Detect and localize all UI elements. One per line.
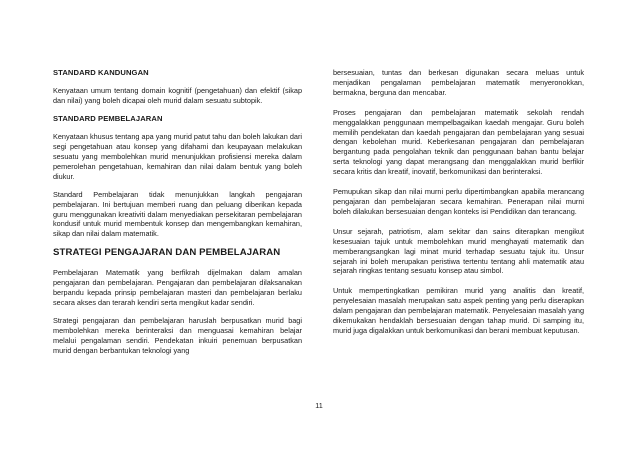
paragraph: Kenyataan khusus tentang apa yang murid patut tahu dan boleh lakukan dari segi pengetahuan atau konsep yang difahami dan keupayaan melakukan sesuatu yang membolehkan murid menunjukkan profisiensi mereka dalam pemerolehan pengetahuan, kemahiran dan nilai dalam bentuk yang boleh diukur. [53,132,302,181]
paragraph: bersesuaian, tuntas dan berkesan digunakan secara meluas untuk menjadikan pengalaman pembelajaran matematik menyeronokkan, bermakna, berguna dan mencabar. [333,68,584,97]
heading-standard-kandungan: STANDARD KANDUNGAN [53,68,149,77]
page-number: 11 [315,401,323,410]
right-column [333,68,584,346]
paragraph: Pemupukan sikap dan nilai murni perlu dipertimbangkan apabila merancang pengajaran dan pembelajaran secara kemahiran. Penerapan nilai murni boleh dilakukan bersesuaian dengan konteks isi Pendidikan dan terancang. [333,187,584,216]
heading-strategi-pengajaran: STRATEGI PENGAJARAN DAN PEMBELAJARAN [53,247,281,259]
paragraph: Unsur sejarah, patriotism, alam sekitar dan sains diterapkan mengikut kesesuaian tajuk untuk membolehkan murid menghayati matematik dan memberangsangkan lagi minat murid terhadap sesuatu tajuk itu. Unsur sejarah ini boleh merupakan peristiwa tertentu tentang ahli matematik atau sejarah ringkas tentang sesuatu konsep atau simbol. [333,226,584,276]
left-column [53,68,302,364]
heading-standard-pembelajaran: STANDARD PEMBELAJARAN [53,114,163,123]
paragraph: Pembelajaran Matematik yang berfikrah dijelmakan dalam amalan pengajaran dan pembelajaran. Pengajaran dan pembelajaran dilaksanakan berpandu kepada prinsip pembelajaran masteri dan pembelajaran berlaku secara akses dan terarah kendiri serta mengikut kadar sendiri. [53,268,302,308]
paragraph: Untuk mempertingkatkan pemikiran murid yang analitis dan kreatif, penyelesaian masalah merupakan satu aspek penting yang perlu diserapkan dalam pengajaran dan pembelajaran matematik. Penyelesaian masalah yang dikemukakan hendaklah bersesuaian dengan tahap murid. Di samping itu, murid juga digalakkan untuk berkomunikasi dan berani membuat keputusan. [333,286,584,335]
paragraph: Proses pengajaran dan pembelajaran matematik sekolah rendah menggalakkan penggunaan mempelbagaikan kaedah mengajar. Guru boleh memilih pendekatan dan kaedah pengajaran dan pembelajaran yang sesuai dengan kebolehan murid. Keberkesanan pengajaran dan pembelajaran bergantung pada pengolahan teknik dan penggunaan bahan bantu belajar serta teknologi yang dapat merangsang dan menggalakkan murid berfikir secara kritis dan kreatif, inovatif, berkomunikasi dan berinteraksi. [333,107,584,177]
paragraph: Strategi pengajaran dan pembelajaran haruslah berpusatkan murid bagi membolehkan mereka berinteraksi dan menguasai kemahiran belajar melalui pengalaman sendiri. Pendekatan inkuiri penemuan berpusatkan murid dengan berbantukan teknologi yang [53,316,302,355]
paragraph: Standard Pembelajaran tidak menunjukkan langkah pengajaran pembelajaran. Ini bertujuan memberi ruang dan peluang diberikan kepada guru menggunakan kreativiti dalam menyediakan persekitaran pembelajaran kondusif untuk murid membentuk konsep dan mengembangkan kemahiran, sikap dan nilai dalam matematik. [53,189,302,239]
paragraph: Kenyataan umum tentang domain kognitif (pengetahuan) dan efektif (sikap dan nilai) yang boleh dicapai oleh murid dalam sesuatu subtopik. [53,86,302,105]
